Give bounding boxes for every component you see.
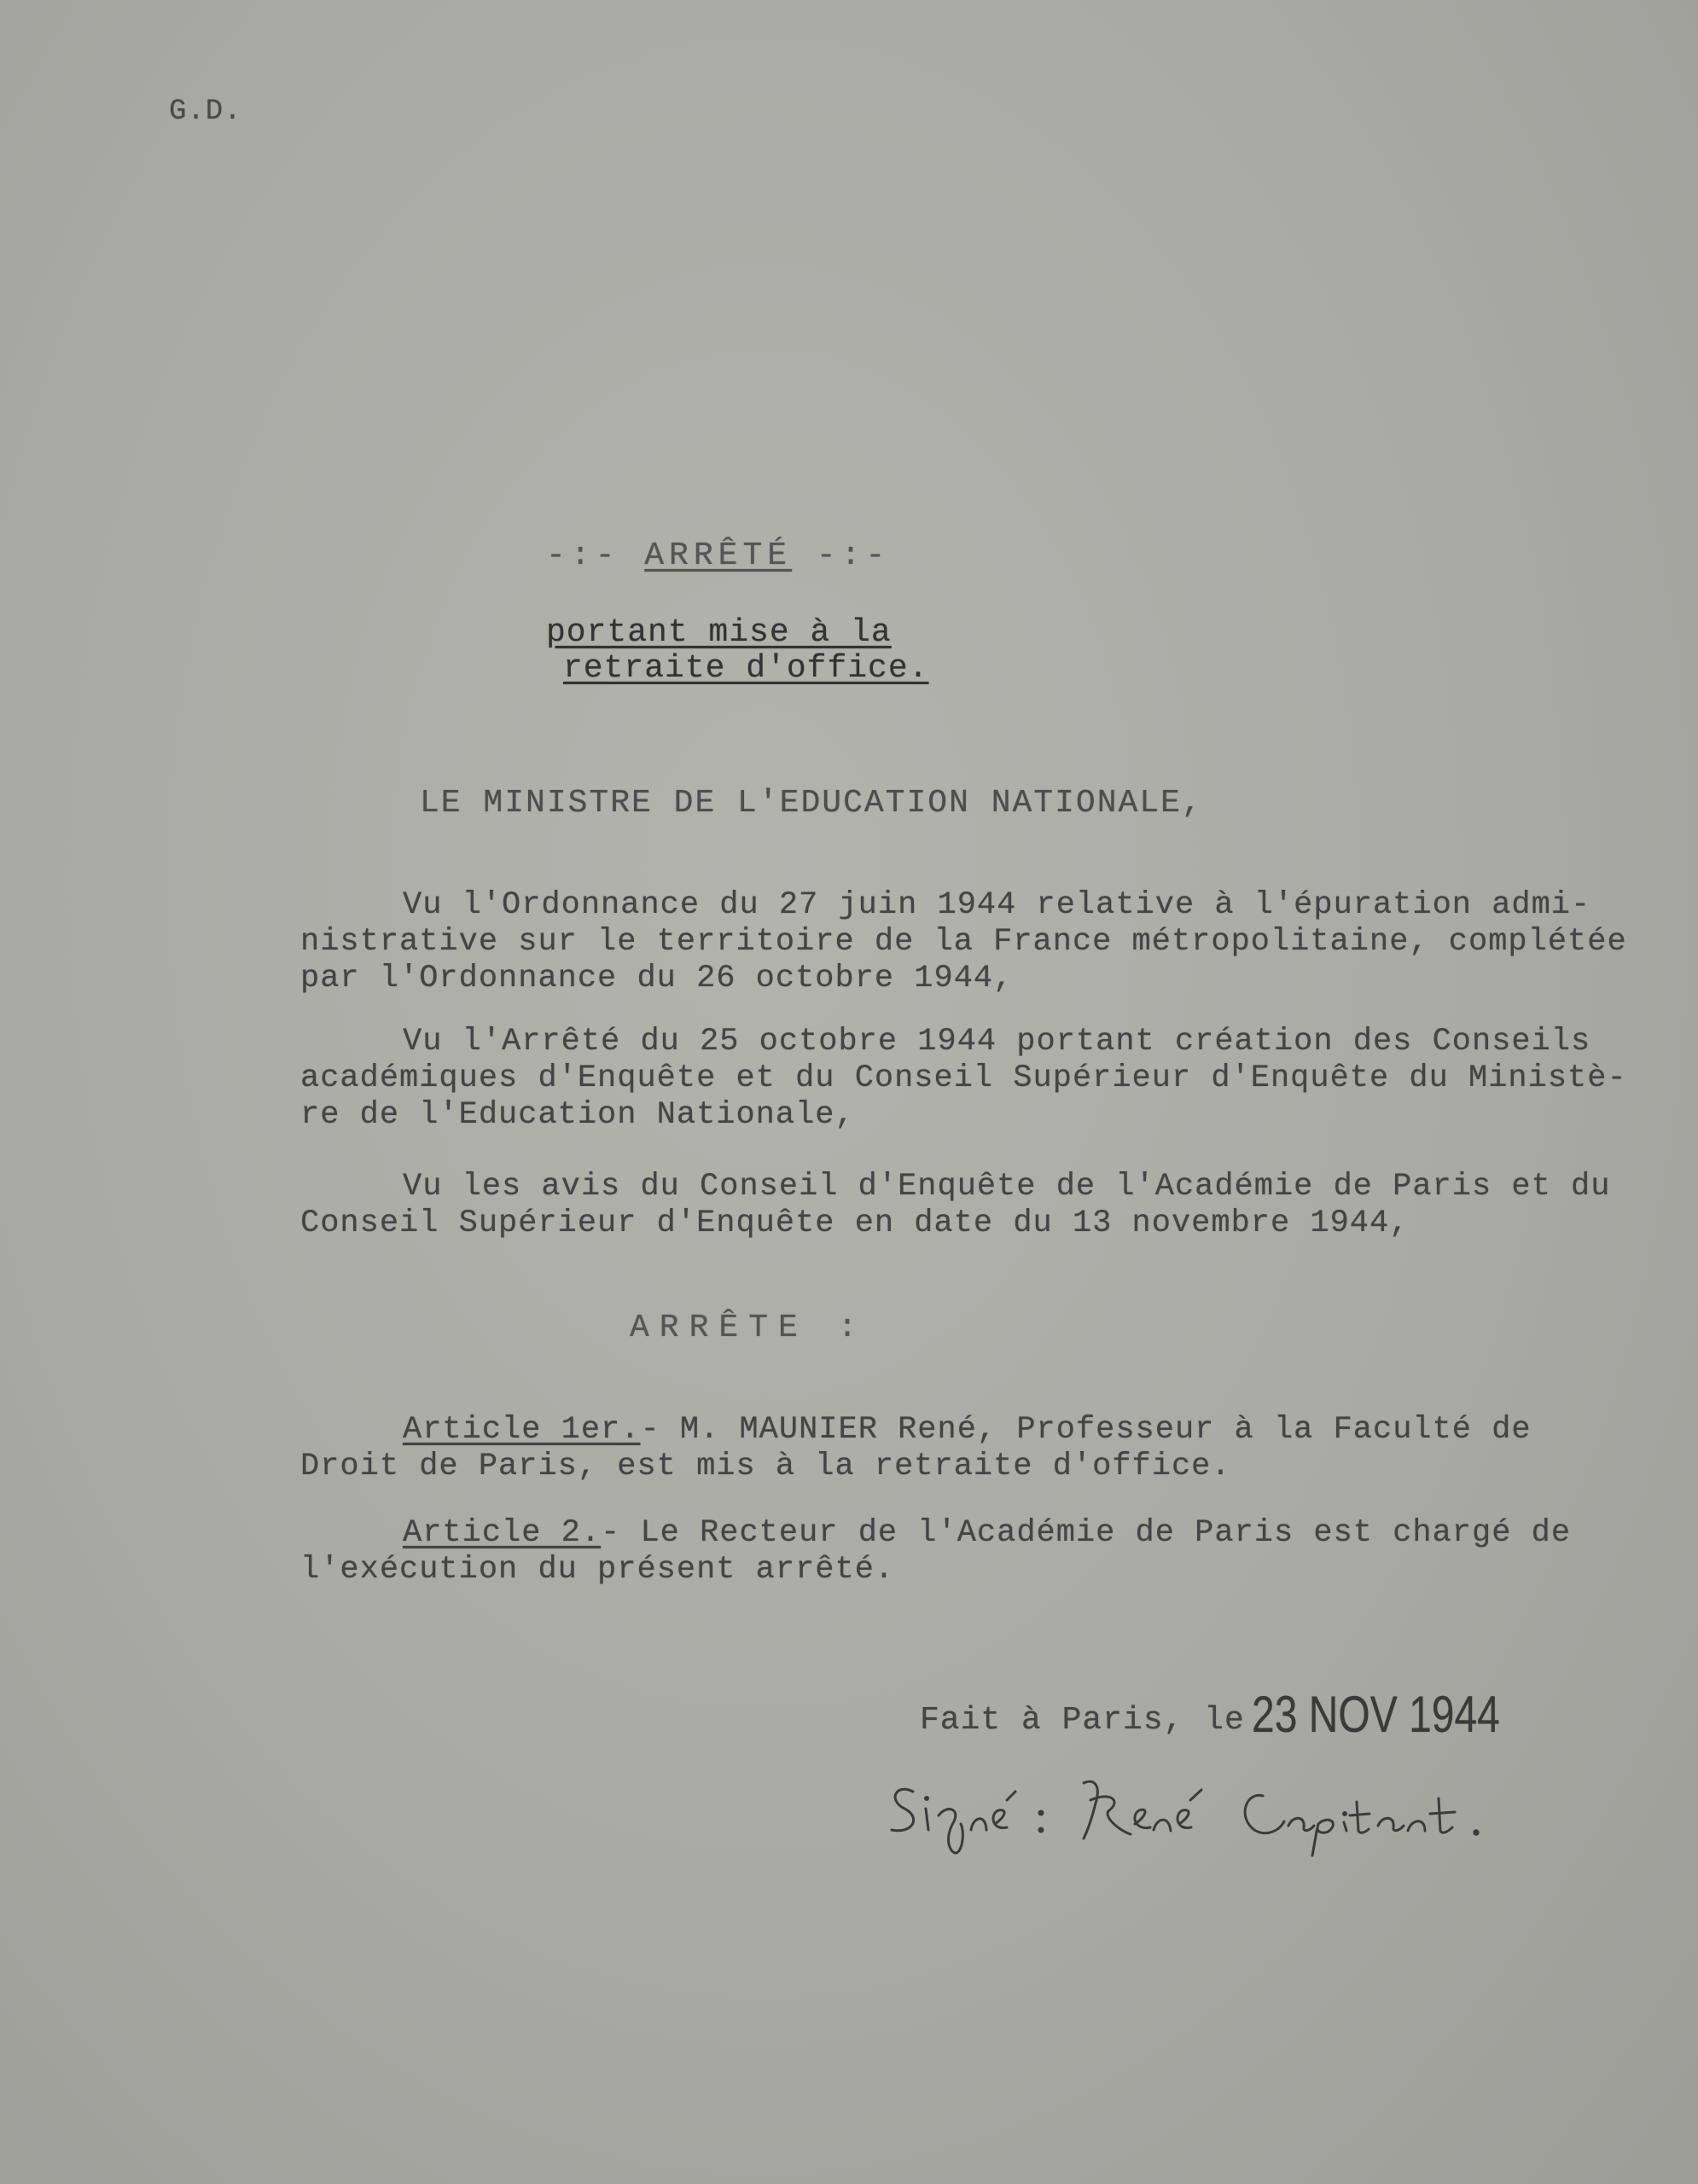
reference-code: G.D.: [169, 96, 242, 128]
paragraph-1-line-3: par l'Ordonnance du 26 octobre 1944,: [300, 961, 1014, 996]
article-1-text: - M. MAUNIER René, Professeur à la Faculté de: [640, 1412, 1532, 1448]
title-decoration-left: -:-: [546, 537, 620, 574]
article-1-label: Article 1er.: [403, 1412, 641, 1448]
title-text: ARRÊTÉ: [644, 537, 793, 574]
place-date-prefix: Fait à Paris, le: [920, 1702, 1245, 1739]
article-2-text: - Le Recteur de l'Académie de Paris est chargé de: [601, 1515, 1572, 1551]
subtitle-line-1: portant mise à la: [546, 614, 892, 651]
place-date: [920, 1685, 1561, 1744]
paragraph-1-line-1: Vu l'Ordonnance du 27 juin 1944 relative à l'épuration admi-: [403, 887, 1591, 923]
article-1-line-1: [403, 1412, 1532, 1448]
paragraph-2-line-1: Vu l'Arrêté du 25 octobre 1944 portant création des Conseils: [403, 1024, 1591, 1060]
title-decoration-right: -:-: [816, 537, 891, 574]
paragraph-2-line-2: académiques d'Enquête et du Conseil Supérieur d'Enquête du Ministè-: [300, 1060, 1627, 1096]
article-2-line-1: [403, 1515, 1571, 1551]
handwritten-signature: [879, 1749, 1493, 1860]
subtitle-line-2: retraite d'office.: [563, 650, 929, 687]
article-2-label: Article 2.: [403, 1515, 602, 1551]
minister-heading: LE MINISTRE DE L'EDUCATION NATIONALE,: [420, 785, 1203, 822]
paragraph-3-line-2: Conseil Supérieur d'Enquête en date du 13 novembre 1944,: [300, 1205, 1410, 1241]
paragraph-1-line-2: nistrative sur le territoire de la France métropolitaine, complétée: [300, 924, 1627, 960]
decree-heading: ARRÊTE :: [630, 1310, 868, 1346]
article-1-line-2: Droit de Paris, est mis à la retraite d'office.: [300, 1449, 1231, 1484]
article-2-line-2: l'exécution du présent arrêté.: [300, 1552, 895, 1588]
paragraph-3-line-1: Vu les avis du Conseil d'Enquête de l'Académie de Paris et du: [403, 1169, 1611, 1205]
document-title: [546, 537, 890, 574]
stamped-date: 23 NOV 1944: [1251, 1686, 1500, 1743]
paragraph-2-line-3: re de l'Education Nationale,: [300, 1097, 855, 1133]
